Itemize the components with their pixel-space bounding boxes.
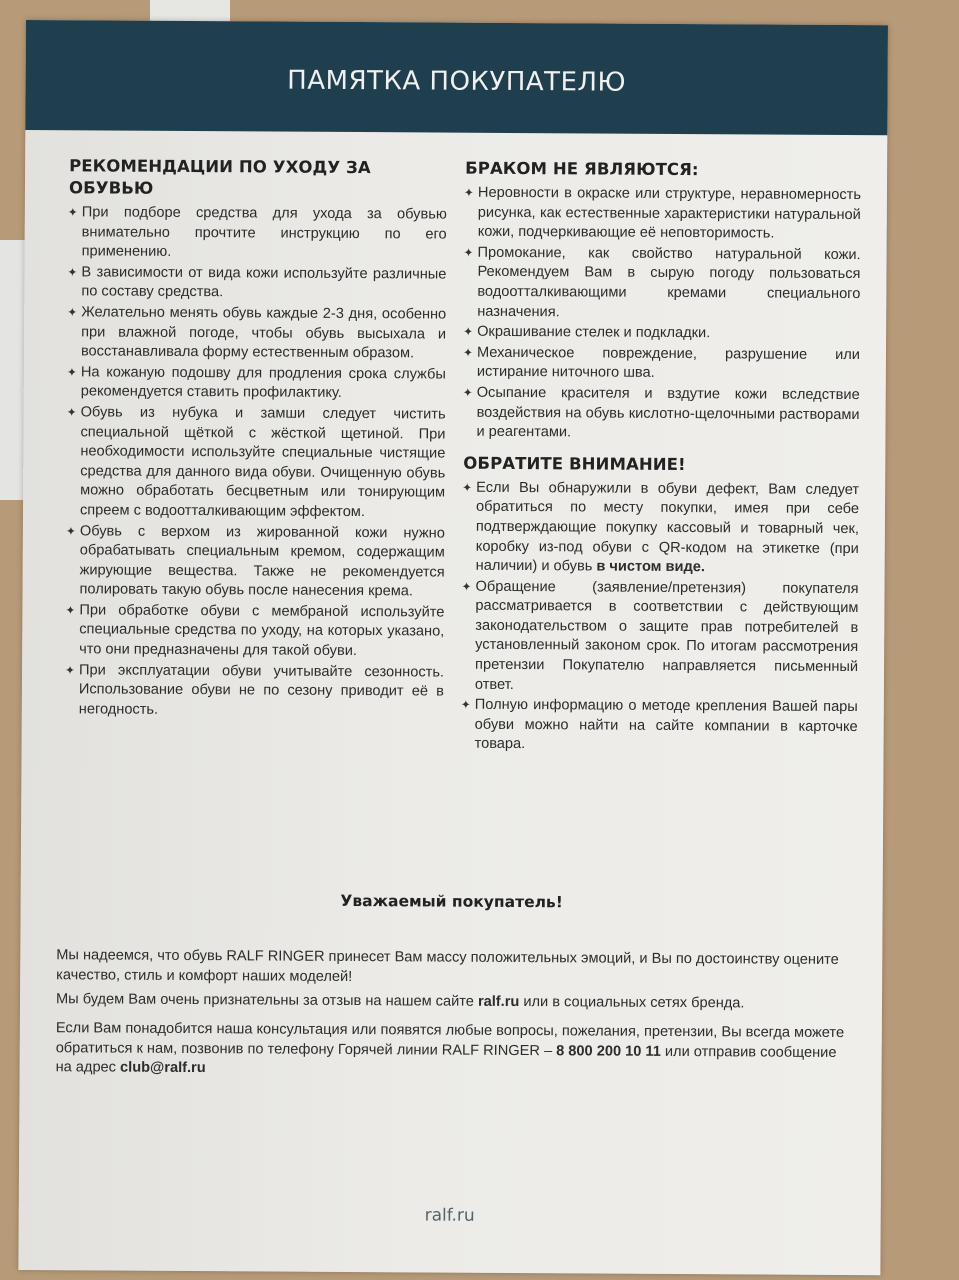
list-item: ✦ Полную информацию о методе крепления Вашей пары обуви можно найти на сайте компании в карточке товара. (460, 697, 858, 753)
plus-star-icon: ✦ (462, 480, 473, 495)
plus-star-icon: ✦ (462, 385, 473, 400)
list-item: ✦ При подборе средства для ухода за обувью внимательно прочтите инструкцию по его применению. (67, 204, 447, 261)
care-list (66, 203, 447, 722)
list-item: ✦ Желательно менять обувь каждые 2-3 дня, особенно при влажной погоде, чтобы обувь высыхала и восстанавливала форму естественным образом. (67, 304, 447, 362)
list-item: ✦ Неровности в окраске или структуре, неравномерность рисунка, как естественные характеристики натуральной кожи, подчеркивающие её неповторимость. (463, 184, 861, 242)
list-item: ✦ При обработке обуви с мембраной используйте специальные средства по уходу, на которых указано, что они предназначены для такой обуви. (65, 602, 445, 660)
list-item: ✦ Обращение (заявление/претензия) покупателя рассматривается в соответствии с действующим законодательством о защите прав потребителей в установленный законом срок. По итогам рассмотрения претензии Покупателю направляется письменный ответ. (461, 578, 859, 693)
plus-star-icon: ✦ (65, 523, 76, 538)
care-heading: РЕКОМЕНДАЦИИ ПО УХОДУ ЗА ОБУВЬЮ (68, 156, 371, 198)
greeting-heading: Уважаемый покупатель! (340, 891, 563, 912)
not-defect-heading: БРАКОМ НЕ ЯВЛЯЮТСЯ: (465, 158, 699, 180)
list-item: ✦ Обувь из нубука и замши следует чистить специальной щёткой с жёсткой щетиной. При необходимости используйте специальные чистящие средства для данного вида обуви. Очищенную обувь можно обработать бесцветным или тонирующим спреем с водоотталкивающим эффектом. (66, 404, 446, 520)
footer-site: ralf.ru (424, 1205, 475, 1226)
leaflet-sheet (18, 20, 888, 1275)
plus-star-icon: ✦ (66, 405, 77, 420)
list-item: ✦ Если Вы обнаружили в обуви дефект, Вам следует обратиться по месту покупки, имея при себе подтверждающие покупку кассовый и товарный чек, коробку из-под обуви с QR-кодом на этикетке (при наличии) и обувь в чистом виде. (462, 479, 860, 576)
list-item: ✦ Промокание, как свойство натуральной кожи. Рекомендуем Вам в сырую погоду пользоваться водоотталкивающими кремами специального назначения. (463, 244, 861, 320)
plus-star-icon: ✦ (67, 305, 78, 320)
list-item: ✦ В зависимости от вида кожи используйте различные по составу средства. (67, 264, 447, 301)
plus-star-icon: ✦ (65, 603, 76, 618)
site-link: ralf.ru (477, 993, 520, 1011)
plus-star-icon: ✦ (67, 265, 78, 280)
list-item: ✦ Осыпание красителя и вздутие кожи вследствие воздействия на обувь кислотно-щелочными растворами и реагентами. (462, 384, 860, 441)
message-paragraph-1: Мы надеемся, что обувь RALF RINGER принесет Вам массу положительных эмоций, и Вы по достоинству оцените качество, стиль и комфорт наших моделей! (56, 947, 839, 985)
header-banner (25, 20, 888, 135)
attention-heading: ОБРАТИТЕ ВНИМАНИЕ! (463, 453, 686, 474)
defects-column (462, 158, 862, 758)
list-item: ✦ Обувь с верхом из жированной кожи нужно обрабатывать специальным кремом, содержащим жирующие вещества. Также не рекомендуется полировать такую обувь после нанесения крема. (65, 522, 445, 600)
attention-list (462, 478, 860, 757)
list-item: ✦ Механическое повреждение, разрушение или истирание ниточного шва. (462, 344, 861, 382)
plus-star-icon: ✦ (463, 324, 474, 339)
message-paragraph-3: Если Вам понадобится наша консультация или появятся любые вопросы, пожелания, претензии, Вы всегда можете обратиться к нам, позвонив по телефону Горячей линии RALF RINGER – 8 800 200 10 11 или отправив сообщение на адрес club@ralf.ru (55, 1020, 845, 1077)
plus-star-icon: ✦ (461, 579, 472, 594)
hotline-phone: 8 800 200 10 11 (556, 1042, 661, 1060)
list-item: ✦ На кожаную подошву для продления срока службы рекомендуется ставить профилактику. (66, 364, 446, 402)
message-paragraph-2: Мы будем Вам очень признательны за отзыв на нашем сайте ralf.ru или в социальных сетях бренда. (55, 991, 745, 1012)
plus-star-icon: ✦ (463, 245, 474, 260)
plus-star-icon: ✦ (460, 697, 471, 712)
email-address: club@ralf.ru (120, 1059, 206, 1077)
page-title: ПАМЯТКА ПОКУПАТЕЛЮ (287, 65, 627, 98)
background-paper-top (150, 0, 230, 22)
list-item: ✦ При эксплуатации обуви учитывайте сезонность. Использование обуви не по сезону приводит её в негодность. (64, 661, 445, 718)
plus-star-icon: ✦ (64, 662, 76, 677)
plus-star-icon: ✦ (462, 345, 474, 360)
not-defect-list (463, 184, 861, 445)
care-column (66, 155, 447, 723)
plus-star-icon: ✦ (67, 205, 78, 220)
background-paper-left (0, 240, 26, 500)
list-item: ✦ Окрашивание стелек и подкладки. (463, 323, 711, 342)
plus-star-icon: ✦ (66, 365, 77, 380)
plus-star-icon: ✦ (463, 185, 475, 200)
